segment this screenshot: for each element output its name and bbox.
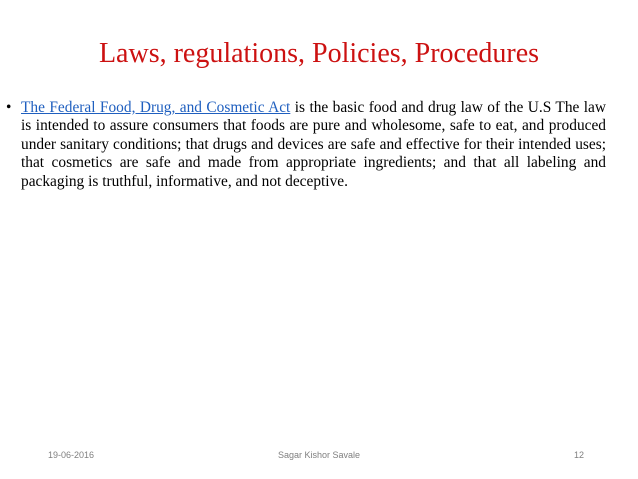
fdca-link[interactable]: The Federal Food, Drug, and Cosmetic Act <box>21 99 291 116</box>
bullet-body-text: is the basic food and drug law of the U.S The law is intended to assure consumers that foods are pure and wholesome, safe to eat, and produced under sanitary conditions; that drugs and devices are safe and effective for their intended uses; that cosmetics are safe and made from appropriate ingredients; and that all labeling and packaging is truthful, informative, and not deceptive. <box>21 99 606 190</box>
footer-author: Sagar Kishor Savale <box>277 450 361 460</box>
footer-page-number: 12 <box>574 450 585 460</box>
bullet-marker: • <box>6 99 12 116</box>
footer-date: 19-06-2016 <box>48 450 95 460</box>
bullet-item <box>6 99 606 191</box>
bullet-text <box>21 99 606 191</box>
slide-title: Laws, regulations, Policies, Procedures <box>98 38 540 69</box>
slide-body <box>6 99 606 191</box>
